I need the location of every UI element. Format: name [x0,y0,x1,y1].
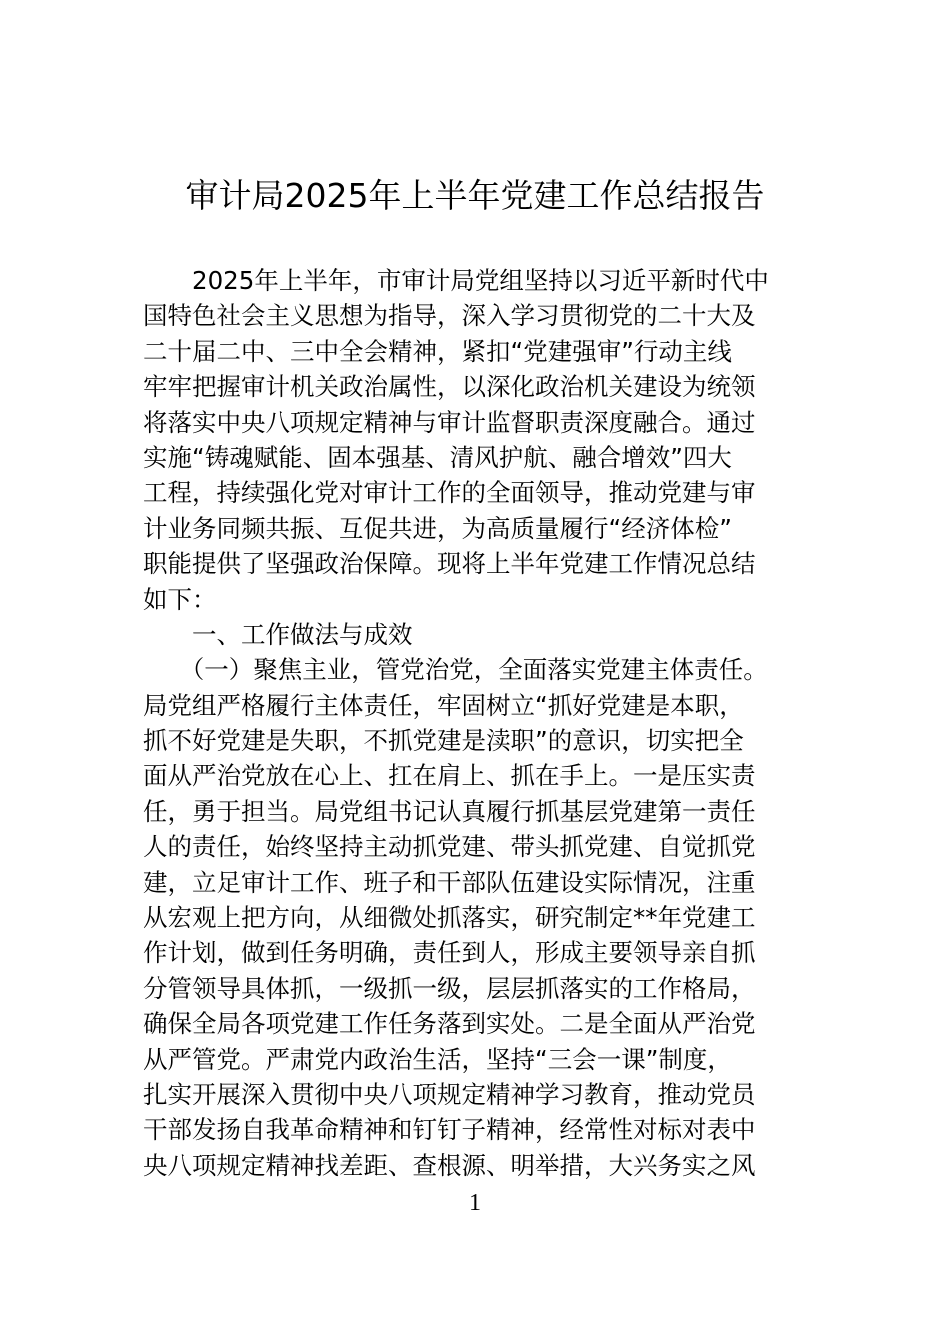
body-line: 国特色社会主义思想为指导，深入学习贯彻党的二十大及 [143,301,756,331]
body-line: 面从严治党放在心上、扛在肩上、抓在手上。一是压实责 [143,761,756,791]
subsection-heading: （一）聚焦主业，管党治党，全面落实党建主体责任。 [143,655,768,685]
body-line: 计业务同频共振、互促共进，为高质量履行“经济体检” [143,513,732,543]
body-line: 确保全局各项党建工作任务落到实处。二是全面从严治党 [143,1009,756,1039]
document-body [143,263,823,1183]
page-number: 1 [469,1190,481,1216]
body-line: 职能提供了坚强政治保障。现将上半年党建工作情况总结 [143,549,756,579]
document-title: 审计局2025年上半年党建工作总结报告 [185,176,765,215]
body-line: 建，立足审计工作、班子和干部队伍建设实际情况，注重 [143,867,756,897]
body-line: 分管领导具体抓，一级抓一级，层层抓落实的工作格局， [143,973,756,1003]
body-line: 牢牢把握审计机关政治属性，以深化政治机关建设为统领 [143,372,756,402]
body-line: 央八项规定精神找差距、查根源、明举措，大兴务实之风 [143,1150,756,1180]
body-line: 作计划，做到任务明确，责任到人，形成主要领导亲自抓 [143,938,756,968]
body-line: 人的责任，始终坚持主动抓党建、带头抓党建、自觉抓党 [143,832,756,862]
body-line: 实施“铸魂赋能、固本强基、清风护航、融合增效”四大 [143,442,732,472]
body-line: 从宏观上把方向，从细微处抓落实，研究制定**年党建工 [143,903,756,933]
body-line: 任，勇于担当。局党组书记认真履行抓基层党建第一责任 [143,796,756,826]
body-line: 抓不好党建是失职，不抓党建是渎职”的意识，切实把全 [143,726,744,756]
section-heading: 一、工作做法与成效 [143,619,413,649]
body-line: 工程，持续强化党对审计工作的全面领导，推动党建与审 [143,478,756,508]
body-line: 局党组严格履行主体责任，牢固树立“抓好党建是本职， [143,690,744,720]
body-line: 干部发扬自我革命精神和钉钉子精神，经常性对标对表中 [143,1115,756,1145]
body-line: 扎实开展深入贯彻中央八项规定精神学习教育，推动党员 [143,1079,756,1109]
body-line: 从严管党。严肃党内政治生活，坚持“三会一课”制度， [143,1044,732,1074]
body-line: 如下： [143,584,217,614]
body-line: 二十届二中、三中全会精神，紧扣“党建强审”行动主线 [143,336,732,366]
body-line: 将落实中央八项规定精神与审计监督职责深度融合。通过 [143,407,756,437]
body-line: 2025年上半年，市审计局党组坚持以习近平新时代中 [143,266,769,295]
